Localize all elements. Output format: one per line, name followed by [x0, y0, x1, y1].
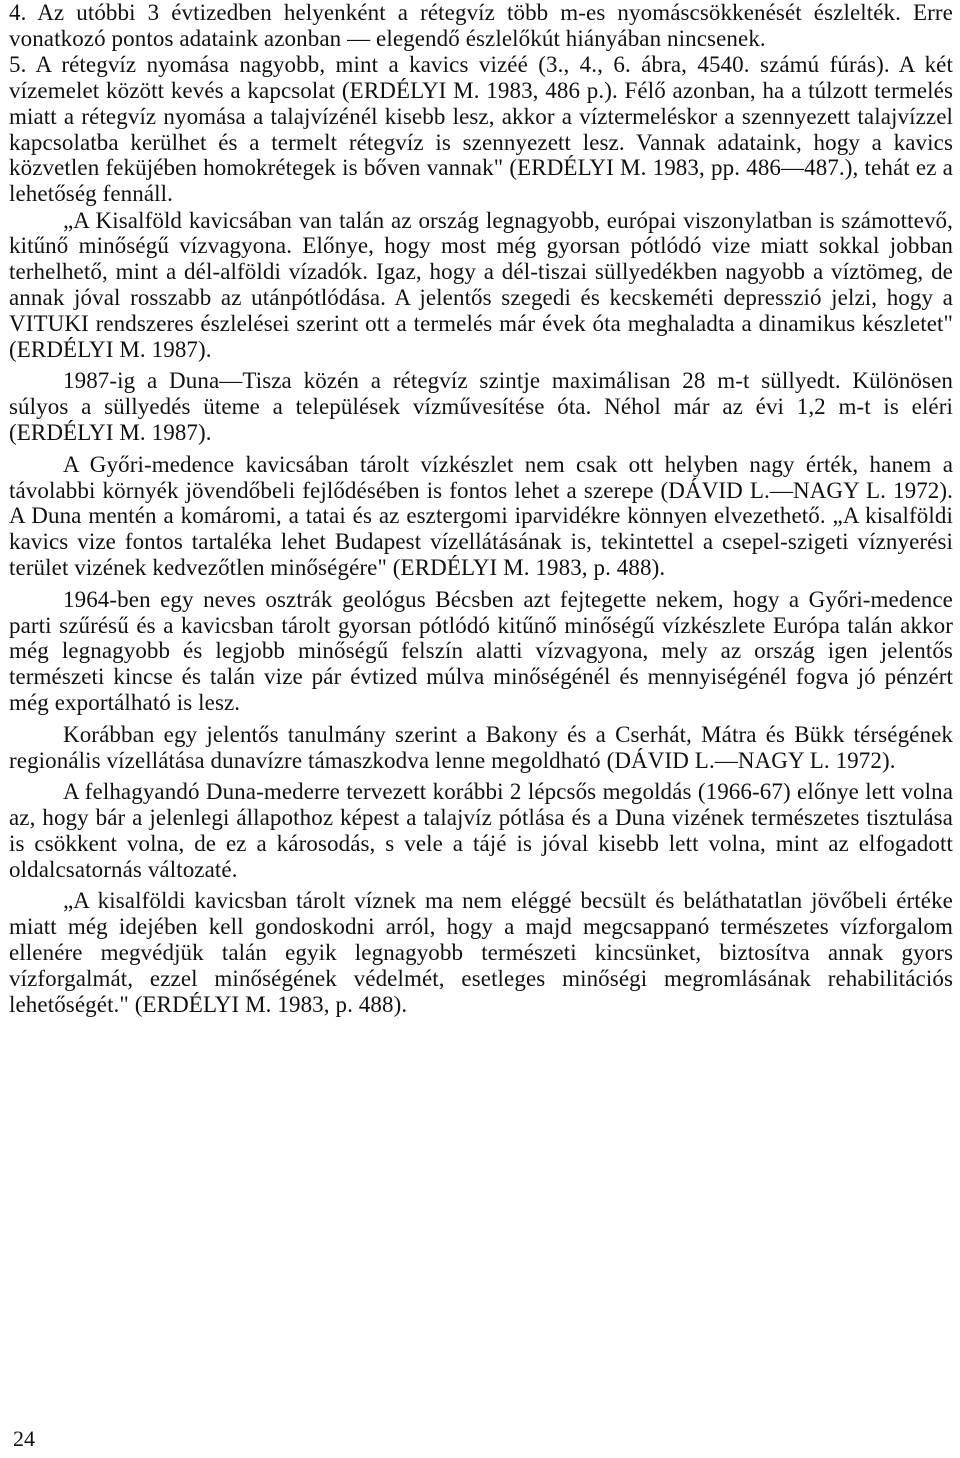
- paragraph-duna-meder: A felhagyandó Duna-mederre tervezett korábbi 2 lépcsős megoldás (1966-67) előnye lett volna az, hogy bár a jelenlegi állapothoz képest a talajvíz pótlása és a Duna vizének természetes tisztulása is csökkent volna, de ez a károsodás, s vele a tájé is jóval kisebb lett volna, mint az elfogadott oldalcsatornás változaté.: [9, 779, 953, 882]
- paragraph-item-5: 5. A rétegvíz nyomása nagyobb, mint a kavics vizéé (3., 4., 6. ábra, 4540. számú fúrás). A két vízemelet között kevés a kapcsolat (ERDÉLYI M. 1983, 486 p.). Félő azonban, ha a túlzott termelés miatt a rétegvíz nyomása a talajvízénél kisebb lesz, akkor a víztermeléskor a szennyezett talajvízzel kapcsolatba kerülhet és a termelt rétegvíz is szennyezett lesz. Vannak adataink, hogy a kavics közvetlen feküjében homokrétegek is bőven vannak" (ERDÉLYI M. 1983, pp. 486—487.), tehát ez a lehetőség fennáll.: [9, 52, 953, 207]
- page-number: 24: [13, 1426, 35, 1451]
- paragraph-item-4: 4. Az utóbbi 3 évtizedben helyenként a rétegvíz több m-es nyomáscsökkenését észlelték. Erre vonatkozó pontos adataink azonban — elegendő észlelőkút hiányában nincsenek.: [9, 0, 953, 51]
- paragraph-1987-subsidence: 1987-ig a Duna—Tisza közén a rétegvíz szintje maximálisan 28 m-t süllyedt. Különösen súlyos a süllyedés üteme a települések vízművesítése óta. Néhol már az évi 1,2 m-t is eléri (ERDÉLYI M. 1987).: [9, 368, 953, 445]
- paragraph-1964-geologist: 1964-ben egy neves osztrák geológus Bécsben azt fejtegette nekem, hogy a Győri-medence parti szűrésű és a kavicsban tárolt gyorsan pótlódó kitűnő minőségű vízkészlete Európa talán akkor még legnagyobb és legjobb minőségű felszín alatti vízvagyona, mely az ország igen jelentős természeti kincse és talán vize pár évtized múlva minőségénél és mennyiségénél fogva jó pénzért még exportálható is lesz.: [9, 586, 953, 715]
- paragraph-kisalfold-quote: „A Kisalföld kavicsában van talán az ország legnagyobb, európai viszonylatban is számottevő, kitűnő minőségű vízvagyona. Előnye, hogy most még gyorsan pótlódó vize miatt sokkal jobban terhelhető, mint a dél-alföldi vízadók. Igaz, hogy a dél-tiszai süllyedékben nagyobb a víztömeg, de annak jóval rosszabb az utánpótlódása. A jelentős szegedi és kecskeméti depresszió jelzi, hogy a VITUKI rendszeres észlelései szerint ott a termelés már évek óta meghaladta a dinamikus készletet" (ERDÉLYI M. 1987).: [9, 207, 953, 362]
- paragraph-gyori-medence: A Győri-medence kavicsában tárolt vízkészlet nem csak ott helyben nagy érték, hanem a távolabbi környék jövendőbeli fejlődésében is fontos lehet a szerepe (DÁVID L.—NAGY L. 1972). A Duna mentén a komáromi, a tatai és az esztergomi iparvidékre könnyen elvezethető. „A kisalföldi kavics vize fontos tartaléka lehet Budapest vízellátásának is, tekintettel a csepel-szigeti víznyerési terület vizének kedvezőtlen minőségére" (ERDÉLYI M. 1983, p. 488).: [9, 451, 953, 580]
- paragraph-closing-quote: „A kisalföldi kavicsban tárolt víznek ma nem eléggé becsült és beláthatatlan jövőbeli értéke miatt még idejében kell gondoskodni arról, hogy a majd megcsappanó természetes vízforgalom ellenére megvédjük talán egyik legnagyobb természeti kincsünket, biztosítva annak gyors vízforgalmát, ezzel minőségének védelmét, esetleges minőségi megromlásának rehabilitációs lehetőségét." (ERDÉLYI M. 1983, p. 488).: [9, 888, 953, 1017]
- paragraph-bakony-cserhat: Korábban egy jelentős tanulmány szerint a Bakony és a Cserhát, Mátra és Bükk térségének regionális vízellátása dunavízre támaszkodva lenne megoldható (DÁVID L.—NAGY L. 1972).: [9, 721, 953, 773]
- page-body: [9, 0, 953, 1017]
